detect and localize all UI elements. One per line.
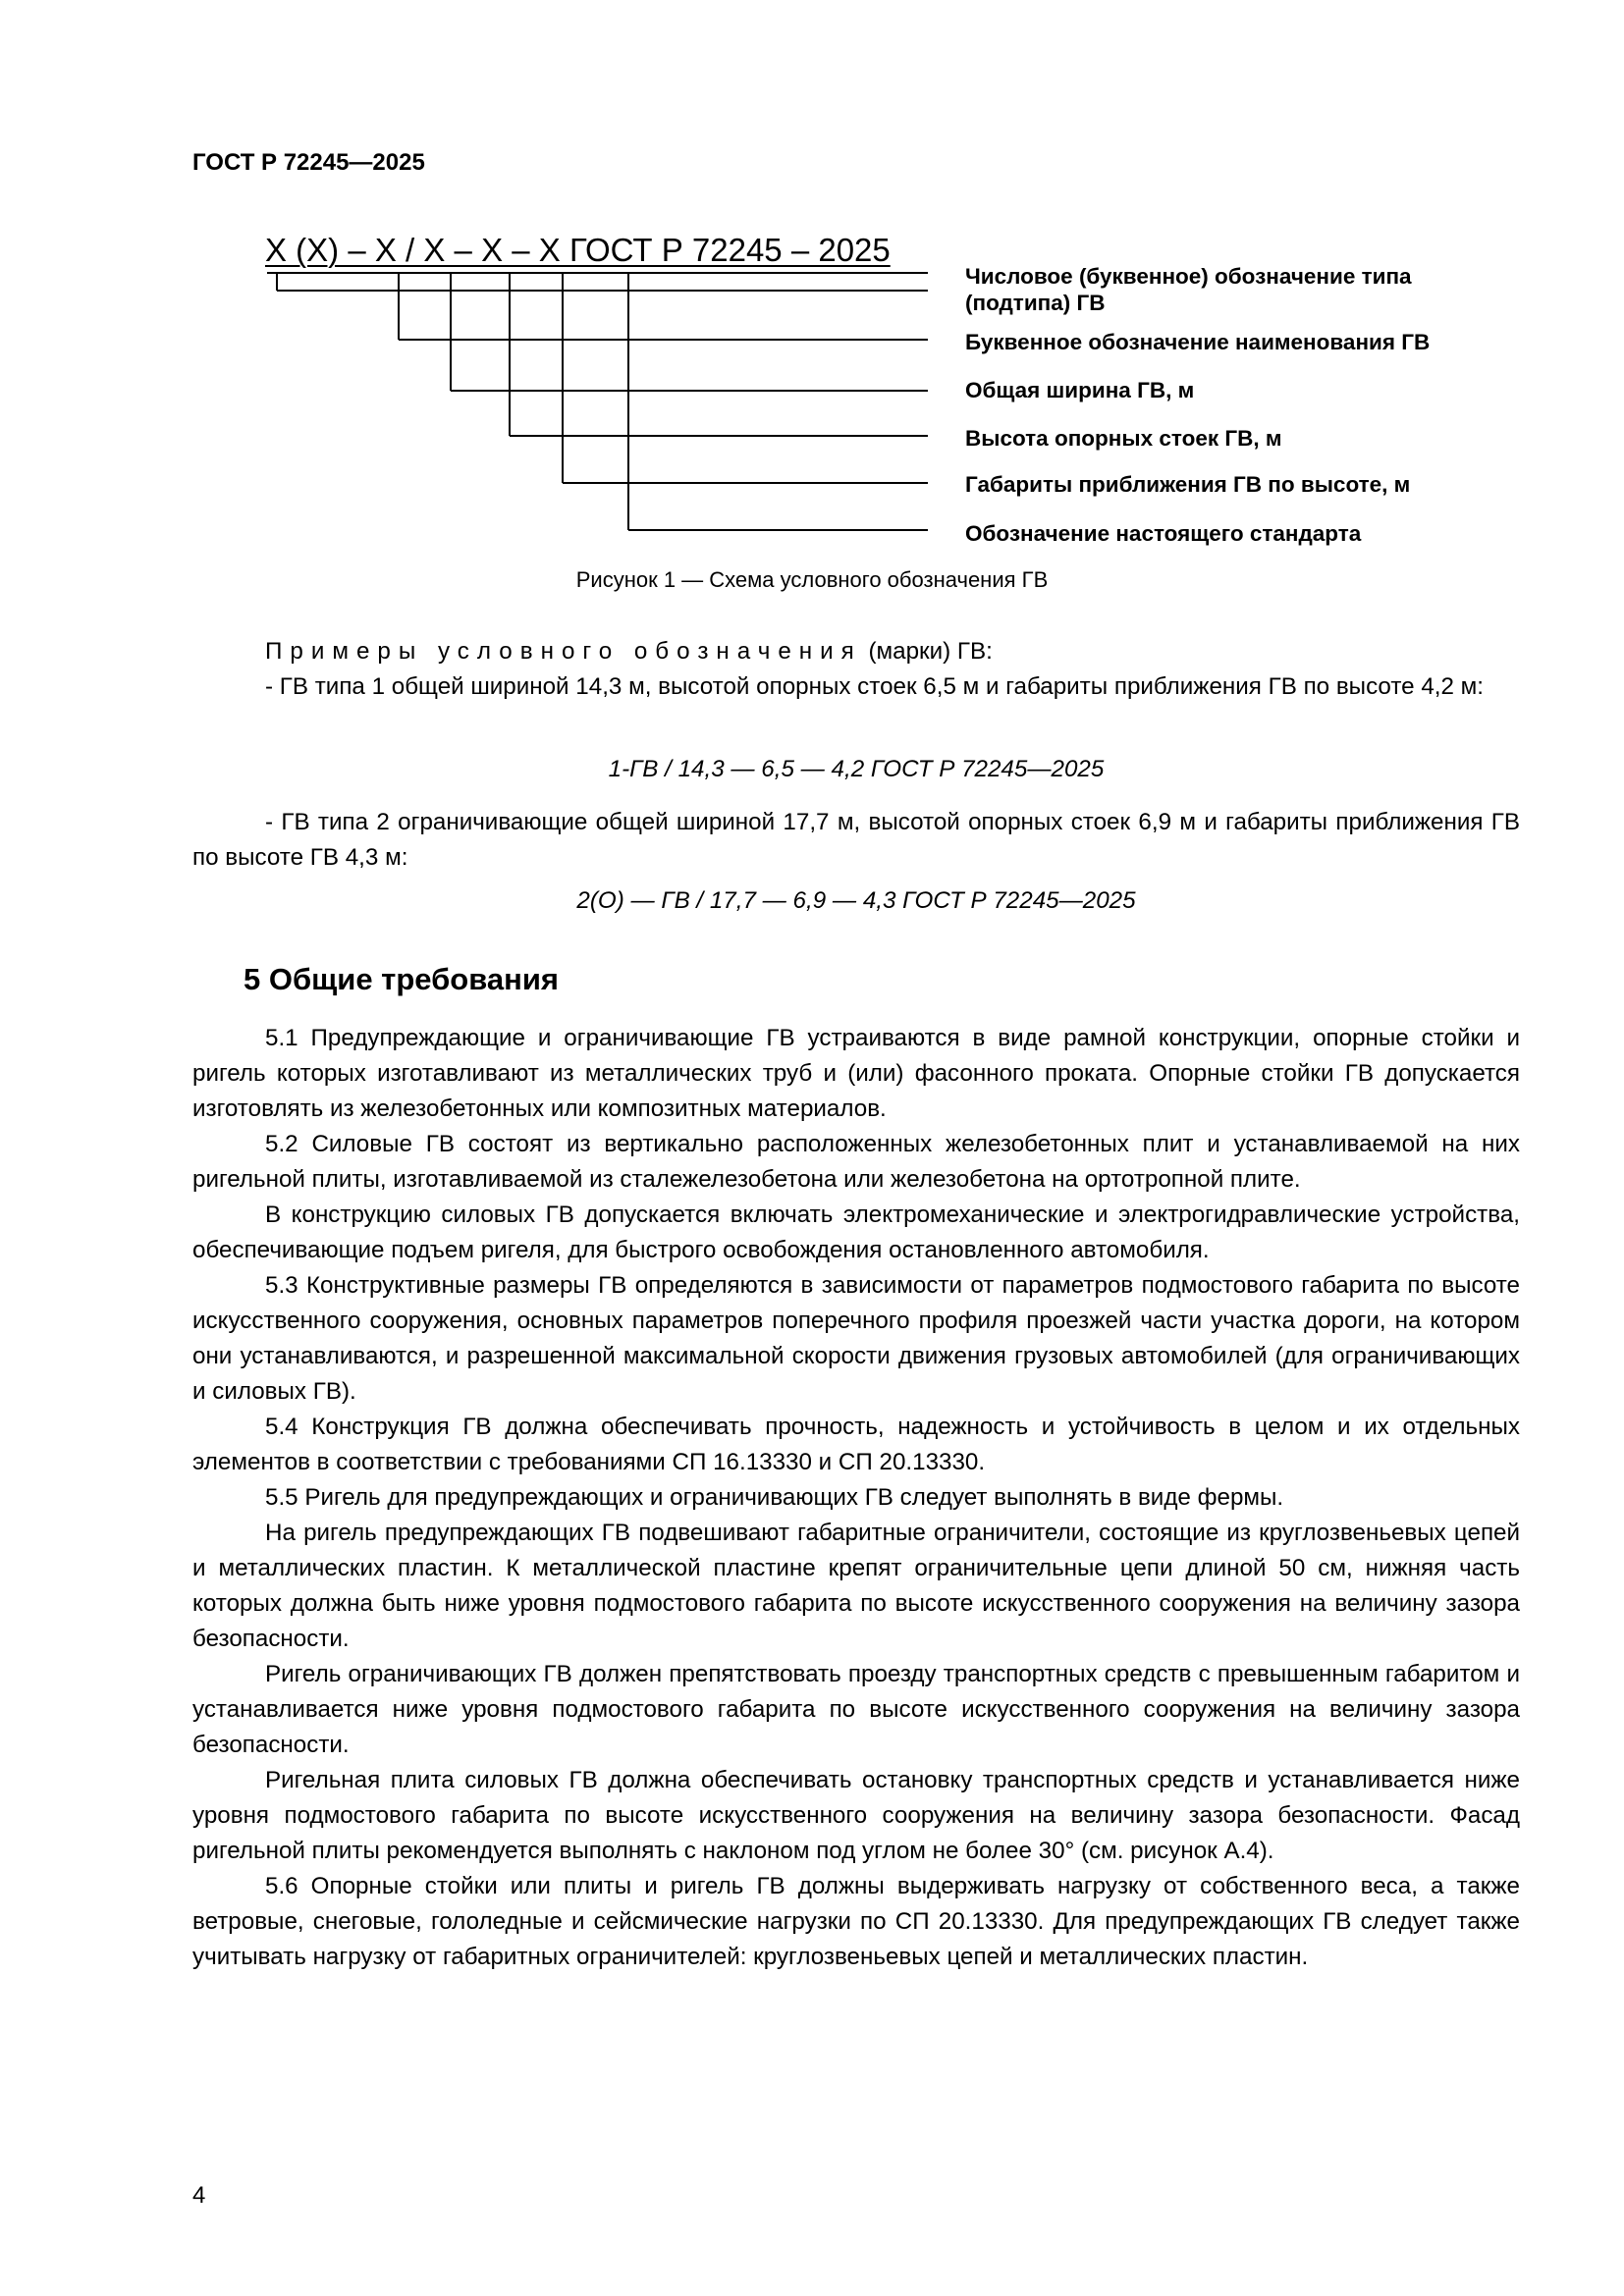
paragraph-5-2-cont: В конструкцию силовых ГВ допускается включать электромеханические и электрогидравлические устройства, обеспечивающие подъем ригеля, для быстрого освобождения остановленного автомобиля. — [192, 1201, 1520, 1263]
example-2-text: - ГВ типа 2 ограничивающие общей шириной 17,7 м, высотой опорных стоек 6,9 м и габариты приближения ГВ по высоте ГВ 4,3 м: — [192, 809, 1520, 871]
scheme-label-clearance: Габариты приближения ГВ по высоте, м — [965, 472, 1411, 497]
paragraph-5-1: 5.1 Предупреждающие и ограничивающие ГВ устраиваются в виде рамной конструкции, опорные стойки и ригель которых изготавливают из металлических труб и (или) фасонного проката. Опорные стойки ГВ допускается изготовлять из железобетонных или композитных материалов. — [192, 1025, 1520, 1122]
examples-heading-spaced: Примеры условного обозначения — [265, 638, 862, 665]
scheme-label-height: Высота опорных стоек ГВ, м — [965, 426, 1282, 451]
section-body — [192, 1021, 1520, 1975]
paragraph-5-3: 5.3 Конструктивные размеры ГВ определяются в зависимости от параметров подмостового габарита по высоте искусственного сооружения, основных параметров поперечного профиля проезжей части участка дороги, на котором они устанавливаются, и разрешенной максимальной скорости движения грузовых автомобилей (для ограничивающих и силовых ГВ). — [192, 1272, 1520, 1405]
example-1-formula: 1-ГВ / 14,3 — 6,5 — 4,2 ГОСТ Р 72245—2025 — [608, 756, 1105, 782]
document-header: ГОСТ Р 72245—2025 — [192, 149, 425, 176]
example-1-text: - ГВ типа 1 общей шириной 14,3 м, высотой опорных стоек 6,5 м и габариты приближения ГВ по высоте 4,2 м: — [265, 673, 1485, 700]
scheme-label-standard: Обозначение настоящего стандарта — [965, 521, 1362, 546]
paragraph-5-2: 5.2 Силовые ГВ состоят из вертикально расположенных железобетонных плит и устанавливаемой на них ригельной плиты, изготавливаемой из сталежелезобетона или железобетона на ортотропной плите. — [192, 1131, 1520, 1193]
examples-block — [192, 634, 1520, 705]
examples-heading-rest: (марки) ГВ: — [861, 638, 993, 665]
scheme-label-width: Общая ширина ГВ, м — [965, 378, 1195, 402]
section-title: 5 Общие требования — [244, 962, 559, 996]
paragraph-5-4: 5.4 Конструкция ГВ должна обеспечивать прочность, надежность и устойчивость в целом и их отдельных элементов в соответствии с требованиями СП 16.13330 и СП 20.13330. — [192, 1414, 1520, 1475]
paragraph-5-5-warning: На ригель предупреждающих ГВ подвешивают габаритные ограничители, состоящие из круглозвеньевых цепей и металлических пластин. К металлической пластине крепят ограничительные цепи длиной 50 см, нижняя часть которых должна быть ниже уровня подмостового габарита по высоте искусственного сооружения на величину зазора безопасности. — [192, 1520, 1520, 1652]
scheme-label-name: Буквенное обозначение наименования ГВ — [965, 330, 1431, 354]
examples-heading — [192, 634, 1520, 669]
designation-scheme-code: X (X) – X / X – X – X ГОСТ Р 72245 – 2025 — [265, 232, 891, 268]
paragraph-5-5-limiting: Ригель ограничивающих ГВ должен препятствовать проезду транспортных средств с превышенным габаритом и устанавливается ниже уровня подмостового габарита по высоте искусственного сооружения на величину зазора безопасности. — [192, 1661, 1520, 1758]
figure-caption: Рисунок 1 — Схема условного обозначения ГВ — [575, 567, 1049, 592]
paragraph-5-5: 5.5 Ригель для предупреждающих и ограничивающих ГВ следует выполнять в виде фермы. — [265, 1484, 1284, 1511]
page-number: 4 — [192, 2182, 206, 2209]
example-2-block — [192, 805, 1520, 876]
scheme-label-type: Числовое (буквенное) обозначение типа (подтипа) ГВ — [965, 264, 1412, 315]
paragraph-5-6: 5.6 Опорные стойки или плиты и ригель ГВ должны выдерживать нагрузку от собственного веса, а также ветровые, снеговые, гололедные и сейсмические нагрузки по СП 20.13330. Для предупреждающих ГВ следует также учитывать нагрузку от габаритных ограничителей: круглозвеньевых цепей и металлических пластин. — [192, 1873, 1520, 1970]
example-2-formula: 2(О) — ГВ / 17,7 — 6,9 — 4,3 ГОСТ Р 72245—2025 — [576, 887, 1136, 914]
paragraph-5-5-power: Ригельная плита силовых ГВ должна обеспечивать остановку транспортных средств и устанавливается ниже уровня подмостового габарита по высоте искусственного сооружения на величину зазора безопасности. Фасад ригельной плиты рекомендуется выполнять с наклоном под углом не более 30° (см. рисунок А.4). — [192, 1767, 1520, 1864]
